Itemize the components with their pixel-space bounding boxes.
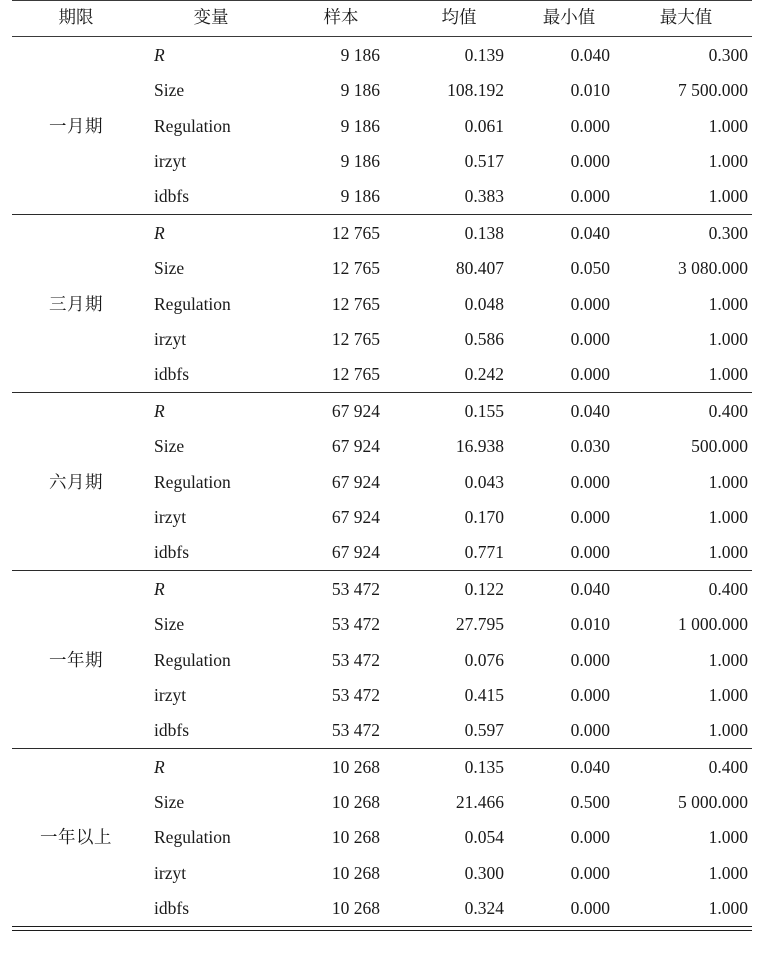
min-value: 0.040 bbox=[518, 393, 620, 429]
min-value: 0.040 bbox=[518, 749, 620, 785]
sample-size: 53 472 bbox=[282, 571, 400, 607]
column-header-mean: 均值 bbox=[400, 1, 518, 37]
mean-value: 0.054 bbox=[464, 827, 504, 848]
min-value: 0.000 bbox=[570, 684, 610, 705]
mean-value: 0.048 bbox=[464, 293, 504, 314]
variable-name: R bbox=[140, 215, 282, 251]
variable-name: irzyt bbox=[154, 506, 187, 527]
table-header-row bbox=[12, 1, 752, 37]
column-header-sample: 样本 bbox=[282, 1, 400, 37]
sample-size: 12 765 bbox=[282, 215, 400, 251]
mean-value: 0.122 bbox=[400, 571, 518, 607]
mean-value: 0.300 bbox=[464, 862, 504, 883]
max-value: 1.000 bbox=[708, 506, 748, 527]
sample-size: 53 472 bbox=[331, 720, 380, 741]
variable-name: Size bbox=[154, 614, 185, 635]
max-value: 1.000 bbox=[708, 186, 748, 207]
min-value: 0.000 bbox=[570, 649, 610, 670]
table-header bbox=[12, 1, 752, 37]
term-label: 一年以上 bbox=[12, 749, 140, 927]
sample-size: 67 924 bbox=[282, 393, 400, 429]
max-value: 7 500.000 bbox=[678, 80, 748, 101]
term-label: 三月期 bbox=[12, 215, 140, 393]
min-value: 0.010 bbox=[570, 614, 610, 635]
variable-name: R bbox=[140, 749, 282, 785]
max-value: 1.000 bbox=[708, 649, 748, 670]
sample-size: 53 472 bbox=[331, 614, 380, 635]
variable-name: idbfs bbox=[154, 364, 189, 385]
max-value: 1.000 bbox=[708, 862, 748, 883]
max-value: 1.000 bbox=[708, 827, 748, 848]
variable-name: idbfs bbox=[154, 720, 189, 741]
max-value: 1.000 bbox=[708, 898, 748, 919]
mean-value: 0.242 bbox=[464, 364, 504, 385]
mean-value: 0.586 bbox=[464, 329, 504, 349]
max-value: 1.000 bbox=[708, 471, 748, 492]
variable-name: irzyt bbox=[154, 862, 187, 883]
min-value: 0.000 bbox=[570, 862, 610, 883]
sample-size: 9 186 bbox=[340, 151, 380, 172]
max-value: 1.000 bbox=[708, 329, 748, 349]
min-value: 0.000 bbox=[570, 827, 610, 848]
max-value: 0.400 bbox=[620, 749, 752, 785]
sample-size: 12 765 bbox=[331, 258, 380, 279]
sample-size: 53 472 bbox=[331, 684, 380, 705]
sample-size: 9 186 bbox=[340, 186, 380, 207]
sample-size: 67 924 bbox=[331, 542, 380, 563]
max-value: 0.300 bbox=[620, 215, 752, 251]
mean-value: 0.061 bbox=[464, 115, 504, 136]
table-footer bbox=[12, 927, 752, 928]
max-value: 1 000.000 bbox=[678, 614, 748, 635]
sample-size: 12 765 bbox=[331, 329, 380, 349]
min-value: 0.500 bbox=[570, 792, 610, 813]
variable-name: Size bbox=[154, 436, 185, 457]
variable-name: Size bbox=[154, 258, 185, 279]
max-value: 1.000 bbox=[708, 364, 748, 385]
min-value: 0.000 bbox=[570, 293, 610, 314]
sample-size: 67 924 bbox=[331, 436, 380, 457]
table-row bbox=[12, 571, 752, 607]
min-value: 0.040 bbox=[518, 215, 620, 251]
variable-name: Regulation bbox=[154, 649, 231, 670]
mean-value: 0.139 bbox=[464, 44, 504, 65]
variable-name: R bbox=[140, 571, 282, 607]
mean-value: 0.076 bbox=[464, 649, 504, 670]
min-value: 0.040 bbox=[518, 571, 620, 607]
mean-value: 108.192 bbox=[447, 80, 504, 101]
min-value: 0.000 bbox=[570, 151, 610, 172]
term-label: 一年期 bbox=[12, 571, 140, 749]
max-value: 1.000 bbox=[708, 720, 748, 741]
min-value: 0.000 bbox=[570, 898, 610, 919]
sample-size: 9 186 bbox=[340, 80, 380, 101]
min-value: 0.000 bbox=[570, 186, 610, 207]
variable-name: Size bbox=[154, 792, 185, 813]
max-value: 0.300 bbox=[708, 44, 748, 65]
max-value: 3 080.000 bbox=[678, 258, 748, 279]
variable-name: Regulation bbox=[154, 471, 231, 492]
sample-size: 67 924 bbox=[331, 506, 380, 527]
mean-value: 0.597 bbox=[464, 720, 504, 741]
max-value: 500.000 bbox=[691, 436, 748, 457]
variable-name: Size bbox=[154, 80, 185, 101]
table-row bbox=[12, 749, 752, 785]
max-value: 1.000 bbox=[708, 293, 748, 314]
term-label: 六月期 bbox=[12, 393, 140, 571]
variable-name: idbfs bbox=[154, 898, 189, 919]
mean-value: 27.795 bbox=[455, 614, 504, 635]
mean-value: 80.407 bbox=[455, 258, 504, 279]
mean-value: 0.138 bbox=[400, 215, 518, 251]
term-label: 一月期 bbox=[49, 115, 103, 136]
min-value: 0.030 bbox=[570, 436, 610, 457]
max-value: 1.000 bbox=[708, 542, 748, 563]
max-value: 5 000.000 bbox=[678, 792, 748, 813]
mean-value: 0.383 bbox=[464, 186, 504, 207]
sample-size: 9 186 bbox=[340, 44, 380, 65]
max-value: 1.000 bbox=[708, 115, 748, 136]
mean-value: 0.771 bbox=[464, 542, 504, 563]
max-value: 0.400 bbox=[620, 571, 752, 607]
mean-value: 16.938 bbox=[455, 436, 504, 457]
max-value: 0.400 bbox=[620, 393, 752, 429]
sample-size: 10 268 bbox=[331, 862, 380, 883]
variable-name: irzyt bbox=[154, 684, 187, 705]
table-row bbox=[12, 37, 752, 73]
min-value: 0.040 bbox=[570, 44, 610, 65]
table-row bbox=[12, 215, 752, 251]
max-value: 1.000 bbox=[708, 684, 748, 705]
sample-size: 10 268 bbox=[331, 827, 380, 848]
sample-size: 53 472 bbox=[331, 649, 380, 670]
sample-size: 10 268 bbox=[331, 792, 380, 813]
table-body bbox=[12, 37, 752, 927]
table-row bbox=[12, 393, 752, 429]
mean-value: 0.170 bbox=[464, 506, 504, 527]
mean-value: 0.043 bbox=[464, 471, 504, 492]
variable-name: idbfs bbox=[154, 542, 189, 563]
max-value: 1.000 bbox=[708, 151, 748, 172]
mean-value: 0.155 bbox=[400, 393, 518, 429]
column-header-max: 最大值 bbox=[620, 1, 752, 37]
sample-size: 10 268 bbox=[331, 898, 380, 919]
variable-name: Regulation bbox=[154, 293, 231, 314]
column-header-variable: 变量 bbox=[140, 1, 282, 37]
mean-value: 21.466 bbox=[455, 792, 504, 813]
variable-name: irzyt bbox=[154, 151, 187, 172]
variable-name: R bbox=[140, 393, 282, 429]
variable-name: R bbox=[154, 44, 165, 65]
variable-name: Regulation bbox=[154, 115, 231, 136]
min-value: 0.000 bbox=[570, 506, 610, 527]
sample-size: 12 765 bbox=[331, 364, 380, 385]
sample-size: 12 765 bbox=[331, 293, 380, 314]
mean-value: 0.324 bbox=[464, 898, 504, 919]
column-header-min: 最小值 bbox=[518, 1, 620, 37]
descriptive-statistics-table bbox=[12, 0, 752, 927]
sample-size: 9 186 bbox=[340, 115, 380, 136]
table-bottom-rule bbox=[12, 927, 752, 928]
min-value: 0.000 bbox=[570, 720, 610, 741]
min-value: 0.000 bbox=[570, 364, 610, 385]
min-value: 0.010 bbox=[570, 80, 610, 101]
variable-name: Regulation bbox=[154, 827, 231, 848]
mean-value: 0.135 bbox=[400, 749, 518, 785]
min-value: 0.000 bbox=[570, 542, 610, 563]
mean-value: 0.517 bbox=[464, 151, 504, 172]
min-value: 0.050 bbox=[570, 258, 610, 279]
min-value: 0.000 bbox=[570, 115, 610, 136]
variable-name: idbfs bbox=[154, 186, 189, 207]
sample-size: 67 924 bbox=[331, 471, 380, 492]
mean-value: 0.415 bbox=[464, 684, 504, 705]
variable-name: irzyt bbox=[154, 329, 187, 349]
column-header-term: 期限 bbox=[12, 1, 140, 37]
min-value: 0.000 bbox=[570, 329, 610, 349]
bottom-rule-line bbox=[12, 927, 752, 928]
sample-size: 10 268 bbox=[282, 749, 400, 785]
min-value: 0.000 bbox=[570, 471, 610, 492]
